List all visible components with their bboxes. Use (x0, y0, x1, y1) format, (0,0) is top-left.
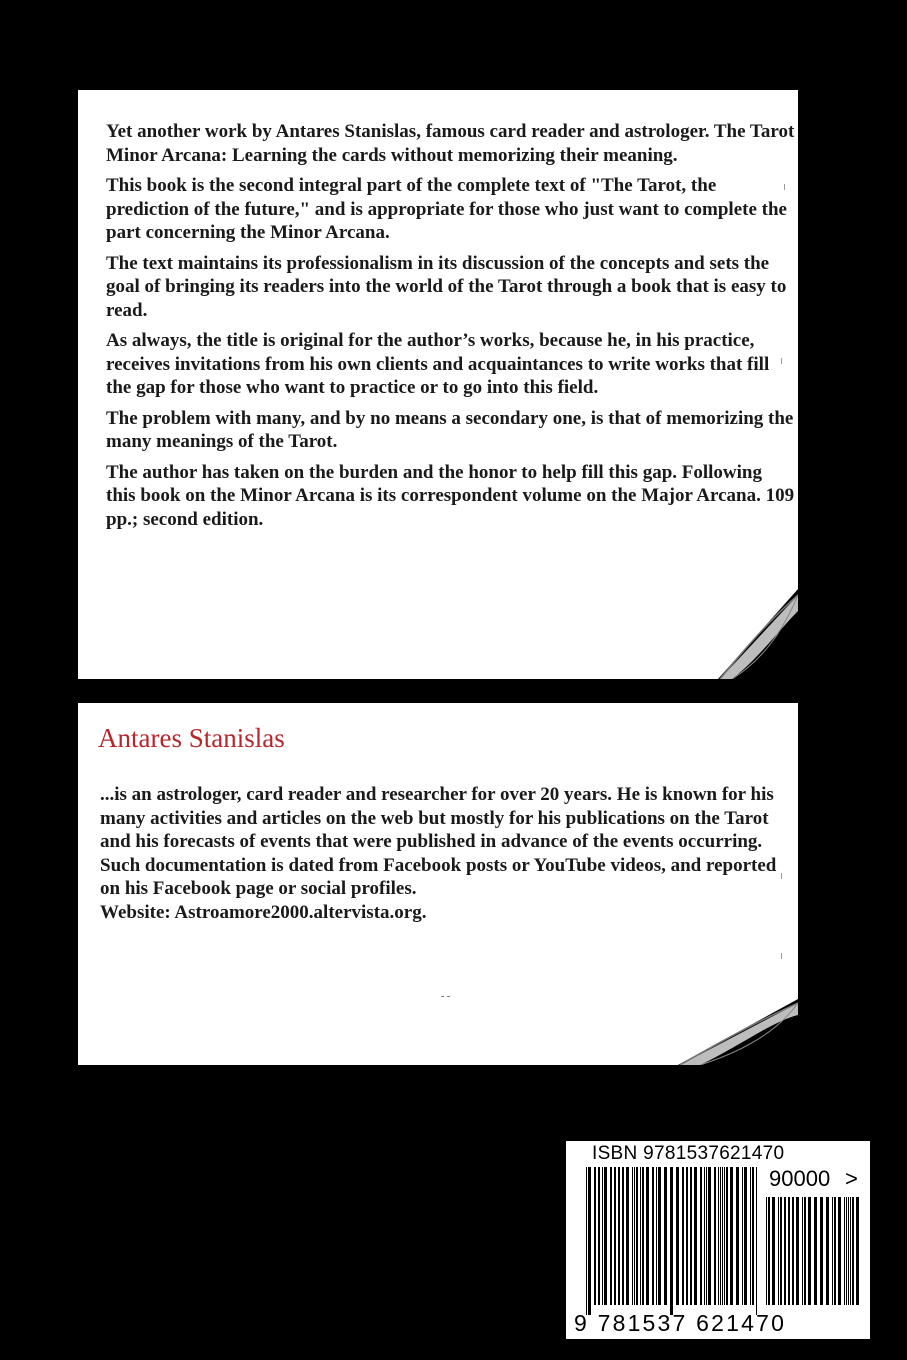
barcode-bar (586, 1167, 587, 1315)
barcode-bar (610, 1167, 612, 1305)
blurb-paragraph-6: The author has taken on the burden and the honor to help fill this gap. Following this book on the Minor Arcana is its correspondent volume on the Major Arcana. 109 pp.; second edition. (106, 461, 795, 530)
barcode-bar (838, 1197, 841, 1305)
blurb-paragraph-2: This book is the second integral part of the complete text of "The Tarot, the prediction of the future," and is appropriate for those who just want to complete the part concerning the Minor Arcana. (106, 175, 787, 243)
barcode-bar (832, 1197, 833, 1305)
edge-mark (784, 184, 785, 190)
barcode-bar (652, 1167, 654, 1305)
barcode-bar (722, 1167, 723, 1305)
barcode-bar (602, 1167, 603, 1305)
barcode-bar (834, 1197, 836, 1305)
barcode-bar (784, 1197, 786, 1305)
barcode-bar (752, 1167, 754, 1305)
barcode-bar (814, 1197, 817, 1305)
barcode-bar (772, 1197, 775, 1305)
barcode-bar (626, 1167, 629, 1305)
barcode-bar (588, 1167, 591, 1315)
barcode-bar (694, 1167, 697, 1305)
barcode-bar (704, 1167, 705, 1305)
barcode-bar (780, 1197, 782, 1305)
barcode-bar (604, 1167, 607, 1305)
author-bio-panel (78, 703, 798, 1065)
barcode-bar (682, 1167, 684, 1305)
isbn-barcode (566, 1141, 870, 1339)
barcode-bar (808, 1197, 811, 1305)
author-website: Website: Astroamore2000.altervista.org. (100, 901, 427, 923)
author-bio (100, 783, 790, 924)
barcode-bar (768, 1197, 770, 1305)
barcode-bar (792, 1197, 794, 1305)
barcode-bar (826, 1197, 829, 1305)
barcode-bar (852, 1197, 854, 1305)
barcode-bar (788, 1197, 790, 1305)
barcode-bar (850, 1197, 851, 1305)
edge-mark (781, 358, 782, 364)
edge-mark (781, 873, 782, 879)
price-arrow: > (845, 1166, 858, 1191)
blurb-paragraph-3: The text maintains its professionalism in its discussion of the concepts and sets the goal of bringing its readers into the world of the Tarot through a book that is easy to read. (106, 252, 787, 321)
barcode-bar (724, 1167, 725, 1305)
barcode-bar (848, 1197, 849, 1305)
barcode-bar (594, 1167, 596, 1305)
barcode-bar (742, 1167, 743, 1305)
barcode-bar (634, 1167, 635, 1305)
barcode-bar (706, 1167, 707, 1305)
blurb-paragraph-4: As always, the title is original for the author’s works, because he, in his practice, receives invitations from his own clients and acquaintances to write works that fill the gap for those who want to practice or to go into this field. (106, 330, 770, 398)
barcode-bar (658, 1167, 661, 1305)
barcode-bar (736, 1167, 739, 1305)
barcode-bars-icon (586, 1167, 758, 1315)
book-blurb (106, 120, 796, 538)
barcode-bar (618, 1167, 620, 1305)
barcode-bar (656, 1167, 657, 1305)
barcode-bar (718, 1167, 719, 1305)
barcode-bar (726, 1167, 728, 1305)
barcode-bar (670, 1167, 673, 1315)
price-code: 90000 (769, 1166, 831, 1191)
barcode-bar (714, 1167, 716, 1305)
decorative-dots: - - (441, 991, 451, 1002)
page-curl-icon (718, 589, 798, 679)
barcode-bar (820, 1197, 823, 1305)
barcode-bar (802, 1197, 803, 1305)
barcode-bar (846, 1197, 847, 1305)
barcode-bar (640, 1167, 641, 1305)
barcode-bar (730, 1167, 733, 1305)
barcode-bar (632, 1167, 633, 1305)
barcode-bar (614, 1167, 616, 1305)
page-curl-icon (678, 999, 798, 1065)
addon-barcode-bars-icon (766, 1197, 862, 1315)
barcode-bar (676, 1167, 679, 1305)
blurb-paragraph-5: The problem with many, and by no means a secondary one, is that of memorizing the many meanings of the Tarot. (106, 407, 794, 452)
barcode-bar (844, 1197, 845, 1305)
barcode-bar (700, 1167, 702, 1305)
barcode-bar (856, 1197, 859, 1305)
barcode-bar (804, 1197, 806, 1305)
isbn-label: ISBN 9781537621470 (592, 1143, 785, 1164)
barcode-bar (778, 1197, 779, 1305)
barcode-bar (766, 1197, 767, 1305)
book-blurb-panel (78, 90, 798, 679)
barcode-bar (756, 1167, 757, 1315)
ean-digits: 9 781537 621470 (574, 1310, 787, 1336)
barcode-bar (750, 1167, 751, 1305)
barcode-bar (720, 1167, 721, 1305)
edge-mark (781, 953, 782, 959)
barcode-bar (664, 1167, 667, 1305)
barcode-bar (642, 1167, 644, 1305)
barcode-bar (598, 1167, 600, 1305)
author-name: Antares Stanislas (98, 723, 285, 753)
barcode-bar (796, 1197, 799, 1305)
barcode-bar (708, 1167, 711, 1305)
barcode-bar (646, 1167, 649, 1305)
barcode-bar (690, 1167, 692, 1305)
blurb-paragraph-1: Yet another work by Antares Stanislas, famous card reader and astrologer. The Tarot Minor Arcana: Learning the cards without memorizing their meaning. (106, 121, 795, 166)
barcode-bar (686, 1167, 688, 1305)
barcode-bar (636, 1167, 638, 1305)
barcode-bar (622, 1167, 624, 1305)
barcode-bar (744, 1167, 747, 1305)
bio-text: ...is an astrologer, card reader and researcher for over 20 years. He is known for his many activities and articles on the web but mostly for his publications on the Tarot and his forecasts of events that were published in advance of the events occurring. Such documentation is dated from Facebook posts or YouTube videos, and reported on his Facebook page or social profiles. (100, 784, 777, 899)
